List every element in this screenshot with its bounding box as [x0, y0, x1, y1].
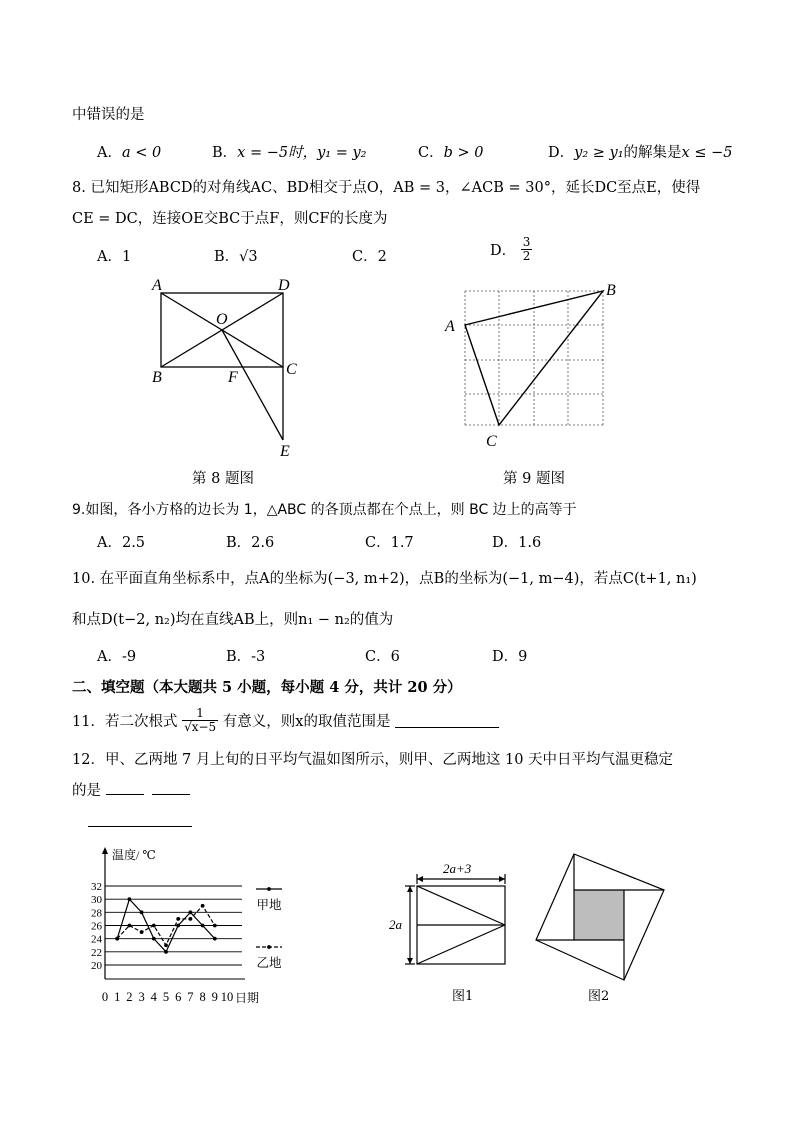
label-O: O	[216, 311, 228, 328]
label-B: B	[606, 282, 616, 299]
data-point	[189, 917, 193, 921]
figure-8-rectangle	[140, 272, 320, 462]
label-B: B	[152, 369, 162, 386]
x-tick-label: 3	[138, 990, 145, 1004]
q7-option-d: D．y₂ ≥ y₁的解集是x ≤ −5	[548, 145, 733, 161]
q8-line2: CE = DC，连接OE交BC于点F，则CF的长度为	[72, 211, 388, 227]
data-point	[176, 924, 180, 928]
y-tick-label: 20	[91, 960, 102, 972]
q12-line1: 12．甲、乙两地 7 月上旬的日平均气温如图所示，则甲、乙两地这 10 天中日平均气温更稳定	[72, 752, 674, 768]
label-A: A	[445, 318, 455, 335]
q12-answer-blank-1[interactable]	[106, 780, 144, 795]
figure-2-pinwheel	[530, 848, 670, 988]
y-axis-label: 温度/ ℃	[112, 848, 156, 862]
data-point	[152, 924, 156, 928]
y-tick-label: 24	[91, 933, 102, 946]
q7-option-a: A．a < 0	[97, 145, 162, 161]
x-tick-label: 6	[175, 990, 182, 1004]
data-point	[189, 910, 193, 914]
x-tick-label: 7	[187, 990, 194, 1004]
data-point	[213, 937, 217, 941]
q10-option-c: C．6	[365, 649, 400, 665]
data-point	[201, 924, 205, 928]
q10-option-a: A．-9	[97, 649, 137, 665]
x-tick-label: 10	[220, 990, 234, 1004]
figure-2-caption: 图2	[588, 989, 610, 1004]
x-tick-label: 2	[126, 990, 133, 1004]
label-E: E	[280, 443, 290, 460]
q9-option-a: A．2.5	[97, 535, 146, 551]
data-point	[164, 943, 168, 947]
legend-marker	[267, 887, 271, 891]
data-point	[128, 924, 132, 928]
label-D: D	[278, 277, 290, 294]
data-point	[140, 910, 144, 914]
data-point	[152, 937, 156, 941]
label-C: C	[486, 433, 497, 450]
x-axis-label: 日期	[235, 991, 260, 1005]
data-point	[115, 937, 119, 941]
section-2-heading: 二、填空题（本大题共 5 小题，每小题 4 分，共计 20 分）	[72, 679, 462, 696]
legend-label: 乙地	[256, 956, 282, 970]
q8-option-a: A．1	[97, 249, 132, 265]
q8-option-d: D． $\frac{3}{2}$	[490, 235, 531, 263]
q10-option-b: B．-3	[226, 649, 266, 665]
q9-option-c: C．1.7	[365, 535, 414, 551]
figure-9-grid-triangle	[440, 278, 630, 454]
q10-option-d: D．9	[492, 649, 528, 665]
q11-fraction: $\frac{1}{√x-5}$	[184, 706, 217, 734]
y-tick-label: 26	[91, 920, 102, 933]
label-C: C	[286, 361, 297, 378]
height-label: 2a	[389, 917, 402, 932]
data-point	[164, 950, 168, 954]
label-F: F	[228, 369, 238, 386]
figure-1-caption: 图1	[452, 989, 474, 1004]
x-tick-label: 8	[199, 990, 206, 1004]
q12-answer-blank-3[interactable]	[88, 812, 192, 827]
y-tick-label: 30	[91, 894, 102, 907]
data-point	[128, 897, 132, 901]
figure-9-caption: 第 9 题图	[503, 471, 565, 487]
sqrt3-value: √3	[239, 249, 258, 265]
q10-line2: 和点D(t−2, n₂)均在直线AB上，则n₁ − n₂的值为	[72, 612, 394, 628]
q9-option-d: D．1.6	[492, 535, 542, 551]
data-point	[201, 904, 205, 908]
y-axis-arrow	[102, 847, 108, 854]
x-tick-label: 0	[101, 990, 109, 1004]
x-tick-label: 1	[114, 990, 121, 1004]
q11-answer-blank[interactable]	[395, 713, 499, 728]
y-tick-label: 32	[91, 881, 102, 893]
temperature-line-chart	[78, 843, 300, 1013]
q7-tail: 中错误的是	[72, 107, 145, 123]
figure-1-rectangle	[385, 856, 515, 1006]
q12-line2: 的是	[72, 779, 190, 800]
x-tick-label: 5	[162, 990, 170, 1004]
three-halves-fraction: $\frac{3}{2}$	[522, 235, 531, 263]
q9-text: 9.如图，各小方格的边长为 1，△ABC 的各顶点都在个点上，则 BC 边上的高等于	[72, 502, 577, 518]
q7-option-c: C．b > 0	[418, 145, 484, 161]
q8-option-c: C．2	[352, 249, 387, 265]
x-tick-label: 4	[150, 990, 157, 1004]
q11-line: 11．若二次根式 $\frac{1}{√x-5}$ 有意义，则x的取值范围是	[72, 707, 499, 734]
label-A: A	[152, 277, 162, 294]
data-point	[140, 930, 144, 934]
q8-option-b: B．√3	[214, 249, 258, 265]
x-tick-label: 9	[211, 990, 218, 1004]
q12-answer-blank-2[interactable]	[152, 780, 190, 795]
q7-option-b: B．x = −5时，y₁ = y₂	[212, 145, 367, 161]
data-point	[176, 917, 180, 921]
data-point	[213, 924, 217, 928]
y-tick-label: 22	[91, 946, 102, 959]
q10-line1: 10. 在平面直角坐标系中，点A的坐标为(−3, m+2)，点B的坐标为(−1, m−4)，若点C(t+1, n₁)	[72, 571, 697, 587]
width-label: 2a+3	[443, 861, 472, 876]
legend-label: 甲地	[256, 898, 282, 912]
figure-8-caption: 第 8 题图	[192, 471, 254, 487]
q9-option-b: B．2.6	[226, 535, 275, 551]
y-tick-label: 28	[91, 907, 102, 920]
legend-marker	[267, 945, 271, 949]
q8-line1: 8. 已知矩形ABCD的对角线AC、BD相交于点O，AB = 3，∠ACB = 30°，延长DC至点E，使得	[72, 180, 701, 196]
